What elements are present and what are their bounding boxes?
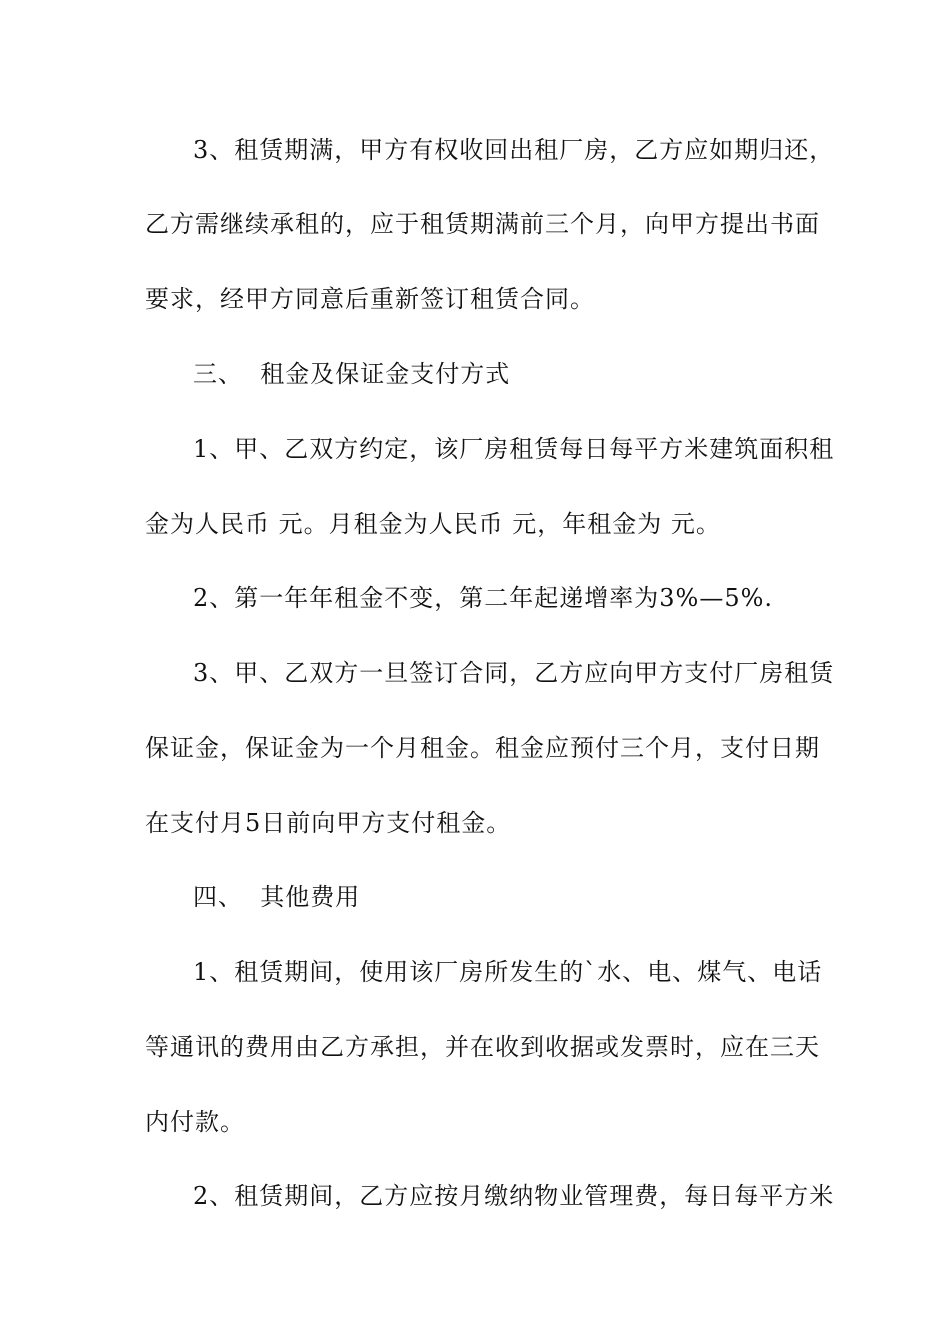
paragraph-line: 乙方需继续承租的，应于租赁期满前三个月，向甲方提出书面 xyxy=(145,210,820,238)
paragraph-line: 保证金，保证金为一个月租金。租金应预付三个月，支付日期 xyxy=(145,734,820,762)
paragraph-line: 在支付月5日前向甲方支付租金。 xyxy=(145,809,512,837)
section-heading: 四、 其他费用 xyxy=(193,883,361,911)
section-heading: 三、 租金及保证金支付方式 xyxy=(193,360,511,388)
paragraph-line: 1、甲、乙双方约定，该厂房租赁每日每平方米建筑面积租 xyxy=(193,435,835,463)
paragraph-line: 金为人民币 元。月租金为人民币 元，年租金为 元。 xyxy=(145,510,721,538)
paragraph-line: 2、第一年年租金不变，第二年起递增率为3%—5%. xyxy=(193,584,774,612)
paragraph-line: 3、甲、乙双方一旦签订合同，乙方应向甲方支付厂房租赁 xyxy=(193,659,835,687)
paragraph-line: 要求，经甲方同意后重新签订租赁合同。 xyxy=(145,285,595,313)
paragraph-line: 2、租赁期间，乙方应按月缴纳物业管理费，每日每平方米 xyxy=(193,1182,835,1210)
paragraph-line: 内付款。 xyxy=(145,1108,245,1136)
paragraph-line: 1、租赁期间，使用该厂房所发生的`水、电、煤气、电话 xyxy=(193,958,823,986)
paragraph-line: 3、租赁期满，甲方有权收回出租厂房，乙方应如期归还， xyxy=(193,136,835,164)
paragraph-line: 等通讯的费用由乙方承担，并在收到收据或发票时，应在三天 xyxy=(145,1033,820,1061)
